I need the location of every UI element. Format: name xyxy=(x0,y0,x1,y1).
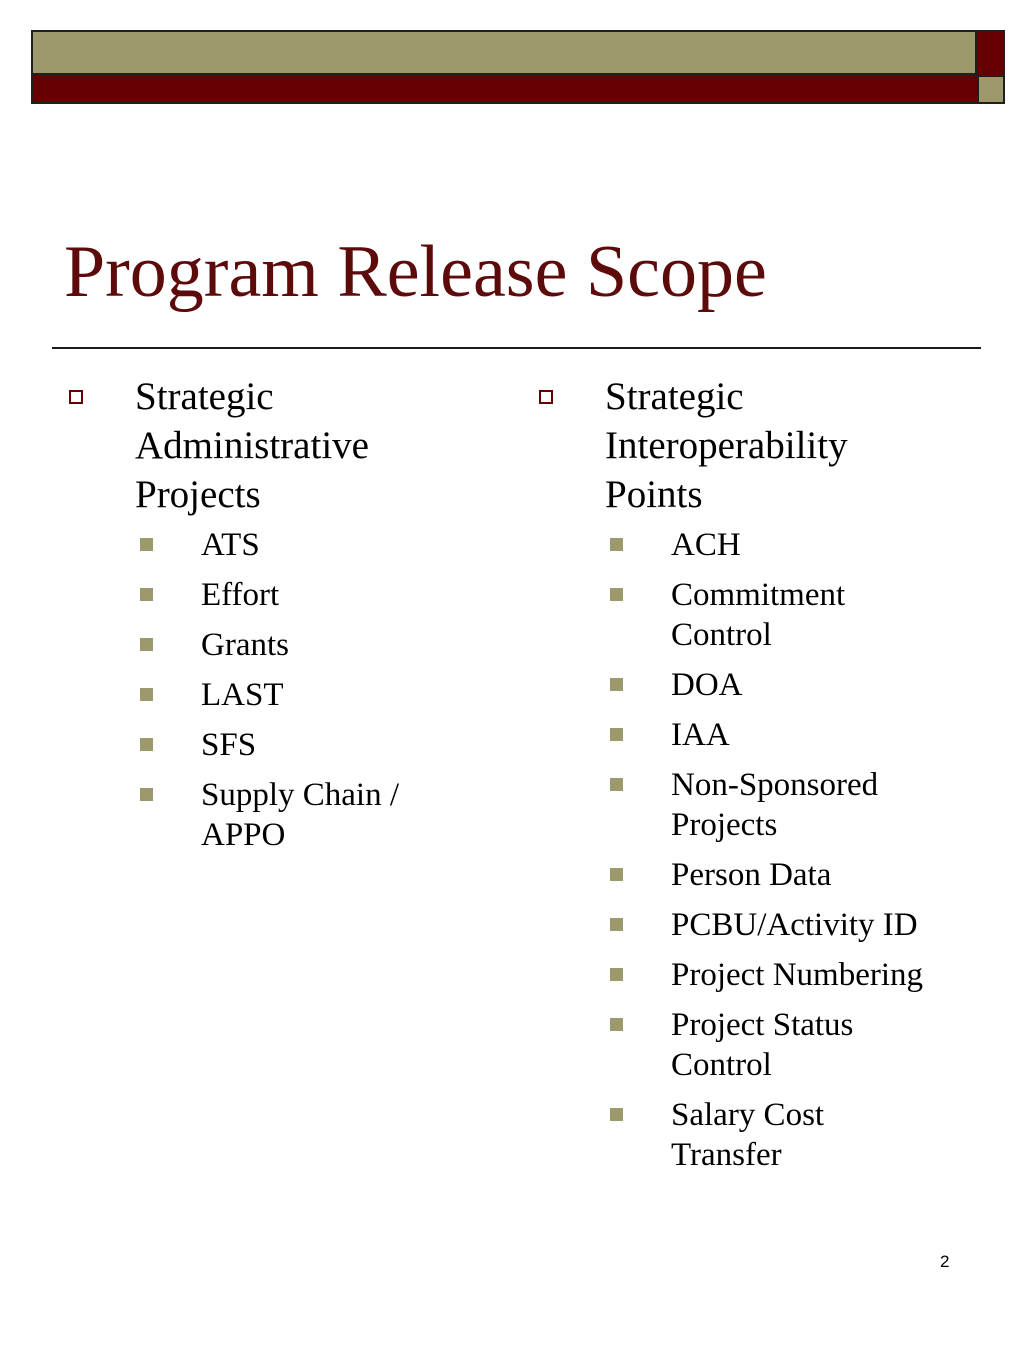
list-item xyxy=(64,525,464,565)
filled-square-bullet-icon xyxy=(610,918,623,931)
right-bullet-list xyxy=(534,525,974,1175)
title-divider xyxy=(52,347,981,349)
filled-square-bullet-icon xyxy=(140,588,153,601)
list-item xyxy=(64,575,464,615)
filled-square-bullet-icon xyxy=(140,538,153,551)
heading-line: Administrative xyxy=(135,424,369,467)
list-item-line: Project Numbering xyxy=(671,957,924,993)
left-column xyxy=(64,372,464,865)
list-item-line: ACH xyxy=(671,527,741,563)
list-item-line: Control xyxy=(671,1047,772,1083)
list-item-line: Supply Chain / xyxy=(201,777,400,813)
heading-line: Interoperability xyxy=(605,424,848,467)
list-item-line: Commitment xyxy=(671,577,846,613)
filled-square-bullet-icon xyxy=(610,538,623,551)
page-number: 2 xyxy=(940,1252,950,1271)
filled-square-bullet-icon xyxy=(610,778,623,791)
list-item-line: Project Status xyxy=(671,1007,854,1043)
filled-square-bullet-icon xyxy=(140,638,153,651)
filled-square-bullet-icon xyxy=(610,968,623,981)
hollow-square-bullet-icon xyxy=(69,390,83,404)
heading-line: Projects xyxy=(135,473,261,516)
filled-square-bullet-icon xyxy=(610,868,623,881)
list-item xyxy=(534,665,974,705)
slide-title: Program Release Scope xyxy=(64,231,767,313)
list-item-line: Grants xyxy=(201,627,289,663)
list-item-line: Effort xyxy=(201,577,280,613)
filled-square-bullet-icon xyxy=(610,588,623,601)
list-item-line: DOA xyxy=(671,667,743,703)
hollow-square-bullet-icon xyxy=(539,390,553,404)
header-square-maroon xyxy=(975,30,1005,77)
right-column xyxy=(534,372,974,1185)
filled-square-bullet-icon xyxy=(610,678,623,691)
list-item xyxy=(534,715,974,755)
list-item xyxy=(534,1005,974,1085)
left-bullet-list xyxy=(64,525,464,855)
left-column-heading xyxy=(64,372,464,519)
list-item-line: Control xyxy=(671,617,772,653)
filled-square-bullet-icon xyxy=(610,1018,623,1031)
list-item xyxy=(534,765,974,845)
list-item-line: LAST xyxy=(201,677,284,713)
list-item xyxy=(64,725,464,765)
list-item-line: Projects xyxy=(671,807,778,843)
filled-square-bullet-icon xyxy=(140,788,153,801)
list-item xyxy=(64,775,464,855)
list-item-line: IAA xyxy=(671,717,730,753)
header-band-olive xyxy=(31,30,977,75)
list-item xyxy=(534,905,974,945)
list-item xyxy=(534,525,974,565)
list-item xyxy=(534,955,974,995)
filled-square-bullet-icon xyxy=(610,1108,623,1121)
heading-line: Strategic xyxy=(135,375,274,418)
list-item-line: Transfer xyxy=(671,1137,782,1173)
filled-square-bullet-icon xyxy=(140,738,153,751)
list-item-line: Salary Cost xyxy=(671,1097,825,1133)
list-item xyxy=(64,625,464,665)
header-square-olive xyxy=(977,75,1005,104)
list-item xyxy=(534,1095,974,1175)
list-item xyxy=(534,575,974,655)
list-item-line: APPO xyxy=(201,817,286,853)
list-item-line: SFS xyxy=(201,727,257,763)
list-item xyxy=(534,855,974,895)
list-item xyxy=(64,675,464,715)
list-item-line: ATS xyxy=(201,527,260,563)
right-column-heading xyxy=(534,372,974,519)
heading-line: Points xyxy=(605,473,703,516)
filled-square-bullet-icon xyxy=(140,688,153,701)
list-item-line: PCBU/Activity ID xyxy=(671,907,918,943)
filled-square-bullet-icon xyxy=(610,728,623,741)
list-item-line: Person Data xyxy=(671,857,832,893)
heading-line: Strategic xyxy=(605,375,744,418)
header-band-maroon xyxy=(31,73,979,104)
list-item-line: Non-Sponsored xyxy=(671,767,879,803)
